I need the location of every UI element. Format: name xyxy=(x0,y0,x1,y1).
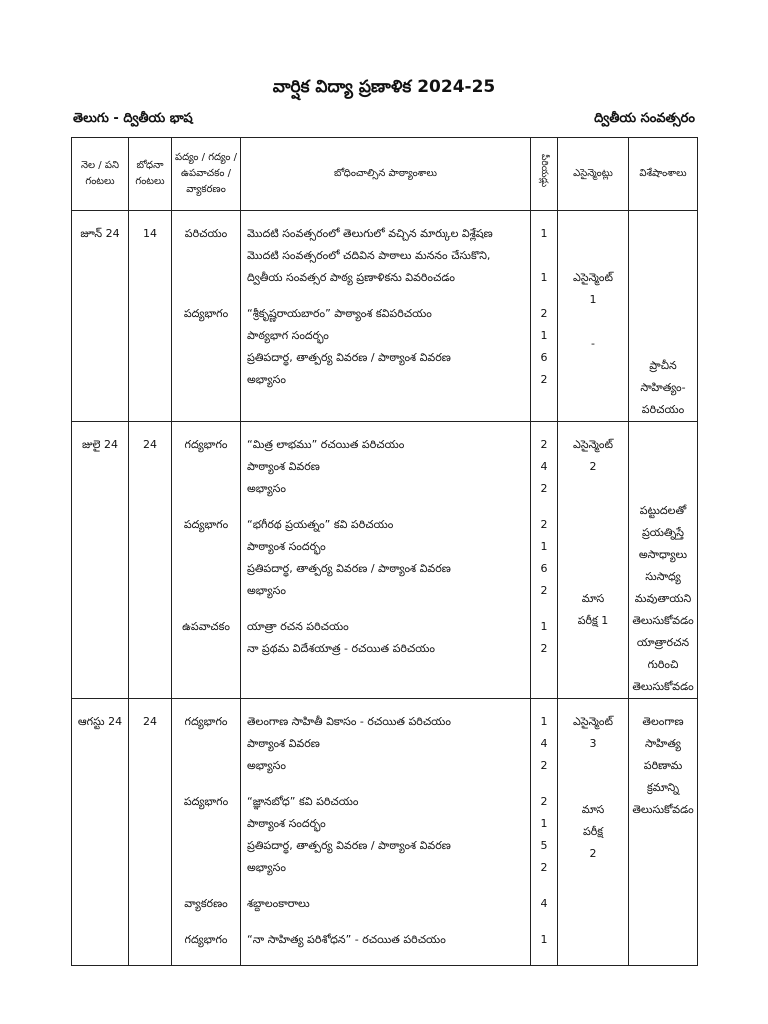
lesson-plan-table xyxy=(71,137,698,966)
block-gap xyxy=(172,602,240,616)
assignment-line xyxy=(558,223,628,245)
remark-line: సాహిత్య xyxy=(645,737,681,750)
assignment-line: ఎసైన్మెంట్ xyxy=(573,271,613,284)
period-count: 1 xyxy=(540,227,548,240)
period-count: 1 xyxy=(540,715,548,728)
header-periods-label: పీరియడ్లు xyxy=(539,154,549,188)
remark-line: ప్రాచీన xyxy=(649,359,677,372)
assignment-line: పరీక్ష 1 xyxy=(577,614,609,627)
topic-line: మొదటి సంవత్సరంలో తెలుగులో వచ్చిన మార్కుల విశ్లేషణ xyxy=(247,227,493,240)
remark-line xyxy=(629,245,697,267)
assignment-line xyxy=(558,544,628,566)
section-label xyxy=(172,733,240,755)
remark-line: తెలంగాణ xyxy=(642,715,684,728)
table-row xyxy=(72,422,698,699)
topic-line: మొదటి సంవత్సరంలో చదివిన పాఠాలు మననం చేసుకొని, xyxy=(247,249,491,262)
remark-line xyxy=(629,223,697,245)
section-label: గద్యభాగం xyxy=(184,438,228,451)
row-top-gap xyxy=(247,211,530,223)
remark-line: పరిచయం xyxy=(641,403,685,416)
row-top-gap xyxy=(172,699,240,711)
period-count: 2 xyxy=(540,759,548,772)
block-gap xyxy=(172,289,240,303)
period-count: 1 xyxy=(540,271,548,284)
remark-line: ప్రయత్నిస్తే xyxy=(641,526,685,539)
periods-cell xyxy=(531,422,558,699)
remark-line: అసాధ్యాలు xyxy=(638,548,688,561)
section-label: పద్యభాగం xyxy=(183,518,229,531)
period-count: 4 xyxy=(540,737,548,750)
block-gap xyxy=(247,500,530,514)
topic-line: పాఠ్యాంశ వివరణ xyxy=(247,460,320,473)
row-bottom-gap xyxy=(531,391,557,405)
period-count: 1 xyxy=(540,620,548,633)
topic-line: అభ్యాసం xyxy=(247,861,286,874)
header-periods xyxy=(531,138,558,211)
section-cell xyxy=(172,211,241,422)
topics-cell xyxy=(241,699,531,966)
remark-line: సుసాధ్య xyxy=(645,570,681,583)
period-count: 2 xyxy=(540,642,548,655)
remark-line xyxy=(629,478,697,500)
topic-line: పాఠ్యాంశ సందర్భం xyxy=(247,817,326,830)
remark-line: తెలుసుకోవడం xyxy=(632,614,694,627)
assignment-line: - xyxy=(591,337,595,350)
header-remarks: విశేషాంశాలు xyxy=(629,138,698,211)
month-text: జూన్ 24 xyxy=(80,227,120,240)
assignment-line xyxy=(558,500,628,522)
section-label xyxy=(172,369,240,391)
row-top-gap xyxy=(558,699,628,711)
block-gap xyxy=(247,879,530,893)
month-cell xyxy=(72,211,129,422)
remark-line: పట్టుదలతో xyxy=(639,504,687,517)
hours-text: 24 xyxy=(143,715,157,728)
remark-line: సాహిత్యం- xyxy=(640,381,686,394)
block-gap xyxy=(247,915,530,929)
section-label: గద్యభాగం xyxy=(184,933,228,946)
row-top-gap xyxy=(531,422,557,434)
section-label xyxy=(172,813,240,835)
section-cell xyxy=(172,699,241,966)
block-gap xyxy=(531,602,557,616)
topic-line: తెలంగాణ సాహితీ వికాసం - రచయిత పరిచయం xyxy=(247,715,451,728)
topic-line: “మిత్ర లాభము” రచయిత పరిచయం xyxy=(247,438,405,451)
block-gap xyxy=(531,289,557,303)
assignment-line xyxy=(558,311,628,333)
remark-line xyxy=(629,289,697,311)
period-count: 6 xyxy=(540,351,548,364)
subject-label: తెలుగు - ద్వితీయ భాష xyxy=(73,111,193,126)
row-top-gap xyxy=(531,699,557,711)
topic-line: శబ్దాలంకారాలు xyxy=(247,897,310,910)
period-count: 2 xyxy=(540,482,548,495)
remarks-cell xyxy=(629,422,698,699)
hours-cell xyxy=(129,699,172,966)
year-label: ద్వితీయ సంవత్సరం xyxy=(594,111,695,126)
topic-line: “నా సాహిత్య పరిశోధన” - రచయిత పరిచయం xyxy=(247,933,446,946)
header-assignments: ఎసైన్మెంట్లు xyxy=(558,138,629,211)
assignment-line: మాస xyxy=(581,803,605,816)
section-label xyxy=(172,347,240,369)
topic-line: అభ్యాసం xyxy=(247,482,286,495)
remark-line xyxy=(629,311,697,333)
hours-cell xyxy=(129,422,172,699)
row-bottom-gap xyxy=(247,951,530,965)
assignment-line xyxy=(558,245,628,267)
topic-line: “శ్రీకృష్ణరాయబారం” పాఠ్యాంశ కవిపరిచయం xyxy=(247,307,432,320)
row-top-gap xyxy=(247,422,530,434)
assignments-cell xyxy=(558,211,629,422)
topic-line: ప్రతిపదార్థ, తాత్పర్య వివరణ / పాఠ్యాంశ వివరణ xyxy=(247,839,451,852)
assignment-line: 2 xyxy=(589,460,597,473)
assignments-cell xyxy=(558,422,629,699)
section-label xyxy=(172,755,240,777)
remark-line xyxy=(629,434,697,456)
topic-line: ప్రతిపదార్థ, తాత్పర్య వివరణ / పాఠ్యాంశ వివరణ xyxy=(247,351,451,364)
month-cell xyxy=(72,422,129,699)
remark-line xyxy=(629,333,697,355)
remarks-cell xyxy=(629,699,698,966)
assignment-line: మాస xyxy=(581,592,605,605)
block-gap xyxy=(531,879,557,893)
table-header-row xyxy=(72,138,698,211)
period-count: 4 xyxy=(540,460,548,473)
section-label xyxy=(172,325,240,347)
topics-cell xyxy=(241,211,531,422)
row-top-gap xyxy=(558,211,628,223)
period-count: 2 xyxy=(540,373,548,386)
row-top-gap xyxy=(629,422,697,434)
section-label xyxy=(172,267,240,289)
block-gap xyxy=(172,915,240,929)
remark-line: తెలుసుకోవడం xyxy=(632,803,694,816)
topic-line: “జ్ఞానబోధ” కవి పరిచయం xyxy=(247,795,359,808)
month-text: ఆగస్టు 24 xyxy=(77,715,123,728)
section-label: గద్యభాగం xyxy=(184,715,228,728)
period-count: 1 xyxy=(540,540,548,553)
section-label xyxy=(172,478,240,500)
period-count: 2 xyxy=(540,861,548,874)
row-top-gap xyxy=(629,211,697,223)
assignment-line: 3 xyxy=(589,737,597,750)
topic-line: అభ్యాసం xyxy=(247,584,286,597)
period-count: 2 xyxy=(540,438,548,451)
row-top-gap xyxy=(129,699,171,711)
row-bottom-gap xyxy=(247,391,530,405)
header-topics: బోధించాల్సిన పాఠ్యాంశాలు xyxy=(241,138,531,211)
period-count: 2 xyxy=(540,795,548,808)
row-bottom-gap xyxy=(531,951,557,965)
row-top-gap xyxy=(72,699,128,711)
periods-cell xyxy=(531,699,558,966)
remark-line xyxy=(629,267,697,289)
hours-text: 14 xyxy=(143,227,157,240)
topic-line: అభ్యాసం xyxy=(247,759,286,772)
remark-line: క్రమాన్ని xyxy=(646,781,680,794)
remark-line xyxy=(629,456,697,478)
topic-line: ప్రతిపదార్థ, తాత్పర్య వివరణ / పాఠ్యాంశ వివరణ xyxy=(247,562,451,575)
remark-line: మవుతాయని xyxy=(634,592,692,605)
section-label: పద్యభాగం xyxy=(183,307,229,320)
period-count: 5 xyxy=(540,839,548,852)
section-label xyxy=(172,857,240,879)
periods-cell xyxy=(531,211,558,422)
assignment-line xyxy=(558,478,628,500)
hours-text: 24 xyxy=(143,438,157,451)
row-top-gap xyxy=(72,422,128,434)
row-top-gap xyxy=(629,699,697,711)
hours-cell xyxy=(129,211,172,422)
assignment-line xyxy=(558,755,628,777)
section-label xyxy=(172,245,240,267)
remark-line: గురించి xyxy=(647,658,679,671)
topic-line: అభ్యాసం xyxy=(247,373,286,386)
row-top-gap xyxy=(531,211,557,223)
assignment-line: 2 xyxy=(589,847,597,860)
section-label: పరిచయం xyxy=(184,227,228,240)
period-count: 2 xyxy=(540,518,548,531)
topic-line: పాఠ్యాంశ సందర్భం xyxy=(247,540,326,553)
assignment-line xyxy=(558,522,628,544)
section-label xyxy=(172,558,240,580)
header-teaching-hours: బోధనా గంటలు xyxy=(129,138,172,211)
assignment-line: ఎసైన్మెంట్ xyxy=(573,438,613,451)
row-top-gap xyxy=(172,211,240,223)
section-label xyxy=(172,536,240,558)
section-label: ఉపవాచకం xyxy=(182,620,230,633)
header-month: నెల / పని గంటలు xyxy=(72,138,129,211)
month-cell xyxy=(72,699,129,966)
remark-line: యాత్రారచన xyxy=(636,636,690,649)
remark-line: పరిణామ xyxy=(643,759,683,772)
assignment-line: ఎసైన్మెంట్ xyxy=(573,715,613,728)
table-body xyxy=(72,211,698,966)
header-section: పద్యం / గద్యం / ఉపవాచకం / వ్యాకరణం xyxy=(172,138,241,211)
table-row xyxy=(72,699,698,966)
period-count xyxy=(531,245,557,267)
topic-line: ద్వితీయ సంవత్సర పాఠ్య ప్రణాళికను వివరించడం xyxy=(247,271,455,284)
period-count: 1 xyxy=(540,817,548,830)
row-top-gap xyxy=(72,211,128,223)
period-count: 2 xyxy=(540,307,548,320)
section-label: పద్యభాగం xyxy=(183,795,229,808)
section-label xyxy=(172,580,240,602)
section-cell xyxy=(172,422,241,699)
row-bottom-gap xyxy=(247,660,530,674)
row-top-gap xyxy=(129,422,171,434)
row-top-gap xyxy=(129,211,171,223)
page-title: వార్షిక విద్యా ప్రణాళిక 2024-25 xyxy=(272,77,496,97)
assignment-line: 1 xyxy=(589,293,597,306)
block-gap xyxy=(172,777,240,791)
row-bottom-gap xyxy=(531,660,557,674)
table-row xyxy=(72,211,698,422)
assignment-line xyxy=(558,566,628,588)
topic-line: యాత్రా రచన పరిచయం xyxy=(247,620,349,633)
assignments-cell xyxy=(558,699,629,966)
assignment-line: పరీక్ష xyxy=(582,825,604,838)
block-gap xyxy=(531,777,557,791)
block-gap xyxy=(247,289,530,303)
period-count: 1 xyxy=(540,329,548,342)
topics-cell xyxy=(241,422,531,699)
block-gap xyxy=(531,500,557,514)
block-gap xyxy=(247,602,530,616)
block-gap xyxy=(531,915,557,929)
assignment-line xyxy=(558,777,628,799)
period-count: 6 xyxy=(540,562,548,575)
topic-line: “భగీరథ ప్రయత్నం” కవి పరిచయం xyxy=(247,518,394,531)
row-top-gap xyxy=(247,699,530,711)
section-label xyxy=(172,638,240,660)
section-label xyxy=(172,835,240,857)
topic-line: పాఠ్యభాగ సందర్భం xyxy=(247,329,329,342)
topic-line: పాఠ్యాంశ వివరణ xyxy=(247,737,320,750)
remarks-cell xyxy=(629,211,698,422)
period-count: 4 xyxy=(540,897,548,910)
block-gap xyxy=(172,879,240,893)
row-top-gap xyxy=(172,422,240,434)
topic-line: నా ప్రథమ విదేశయాత్ర - రచయిత పరిచయం xyxy=(247,642,435,655)
block-gap xyxy=(172,500,240,514)
period-count: 2 xyxy=(540,584,548,597)
row-top-gap xyxy=(558,422,628,434)
period-count: 1 xyxy=(540,933,548,946)
section-label: వ్యాకరణం xyxy=(184,897,228,910)
remark-line: తెలుసుకోవడం xyxy=(632,680,694,693)
month-text: జులై 24 xyxy=(82,438,118,451)
block-gap xyxy=(247,777,530,791)
section-label xyxy=(172,456,240,478)
